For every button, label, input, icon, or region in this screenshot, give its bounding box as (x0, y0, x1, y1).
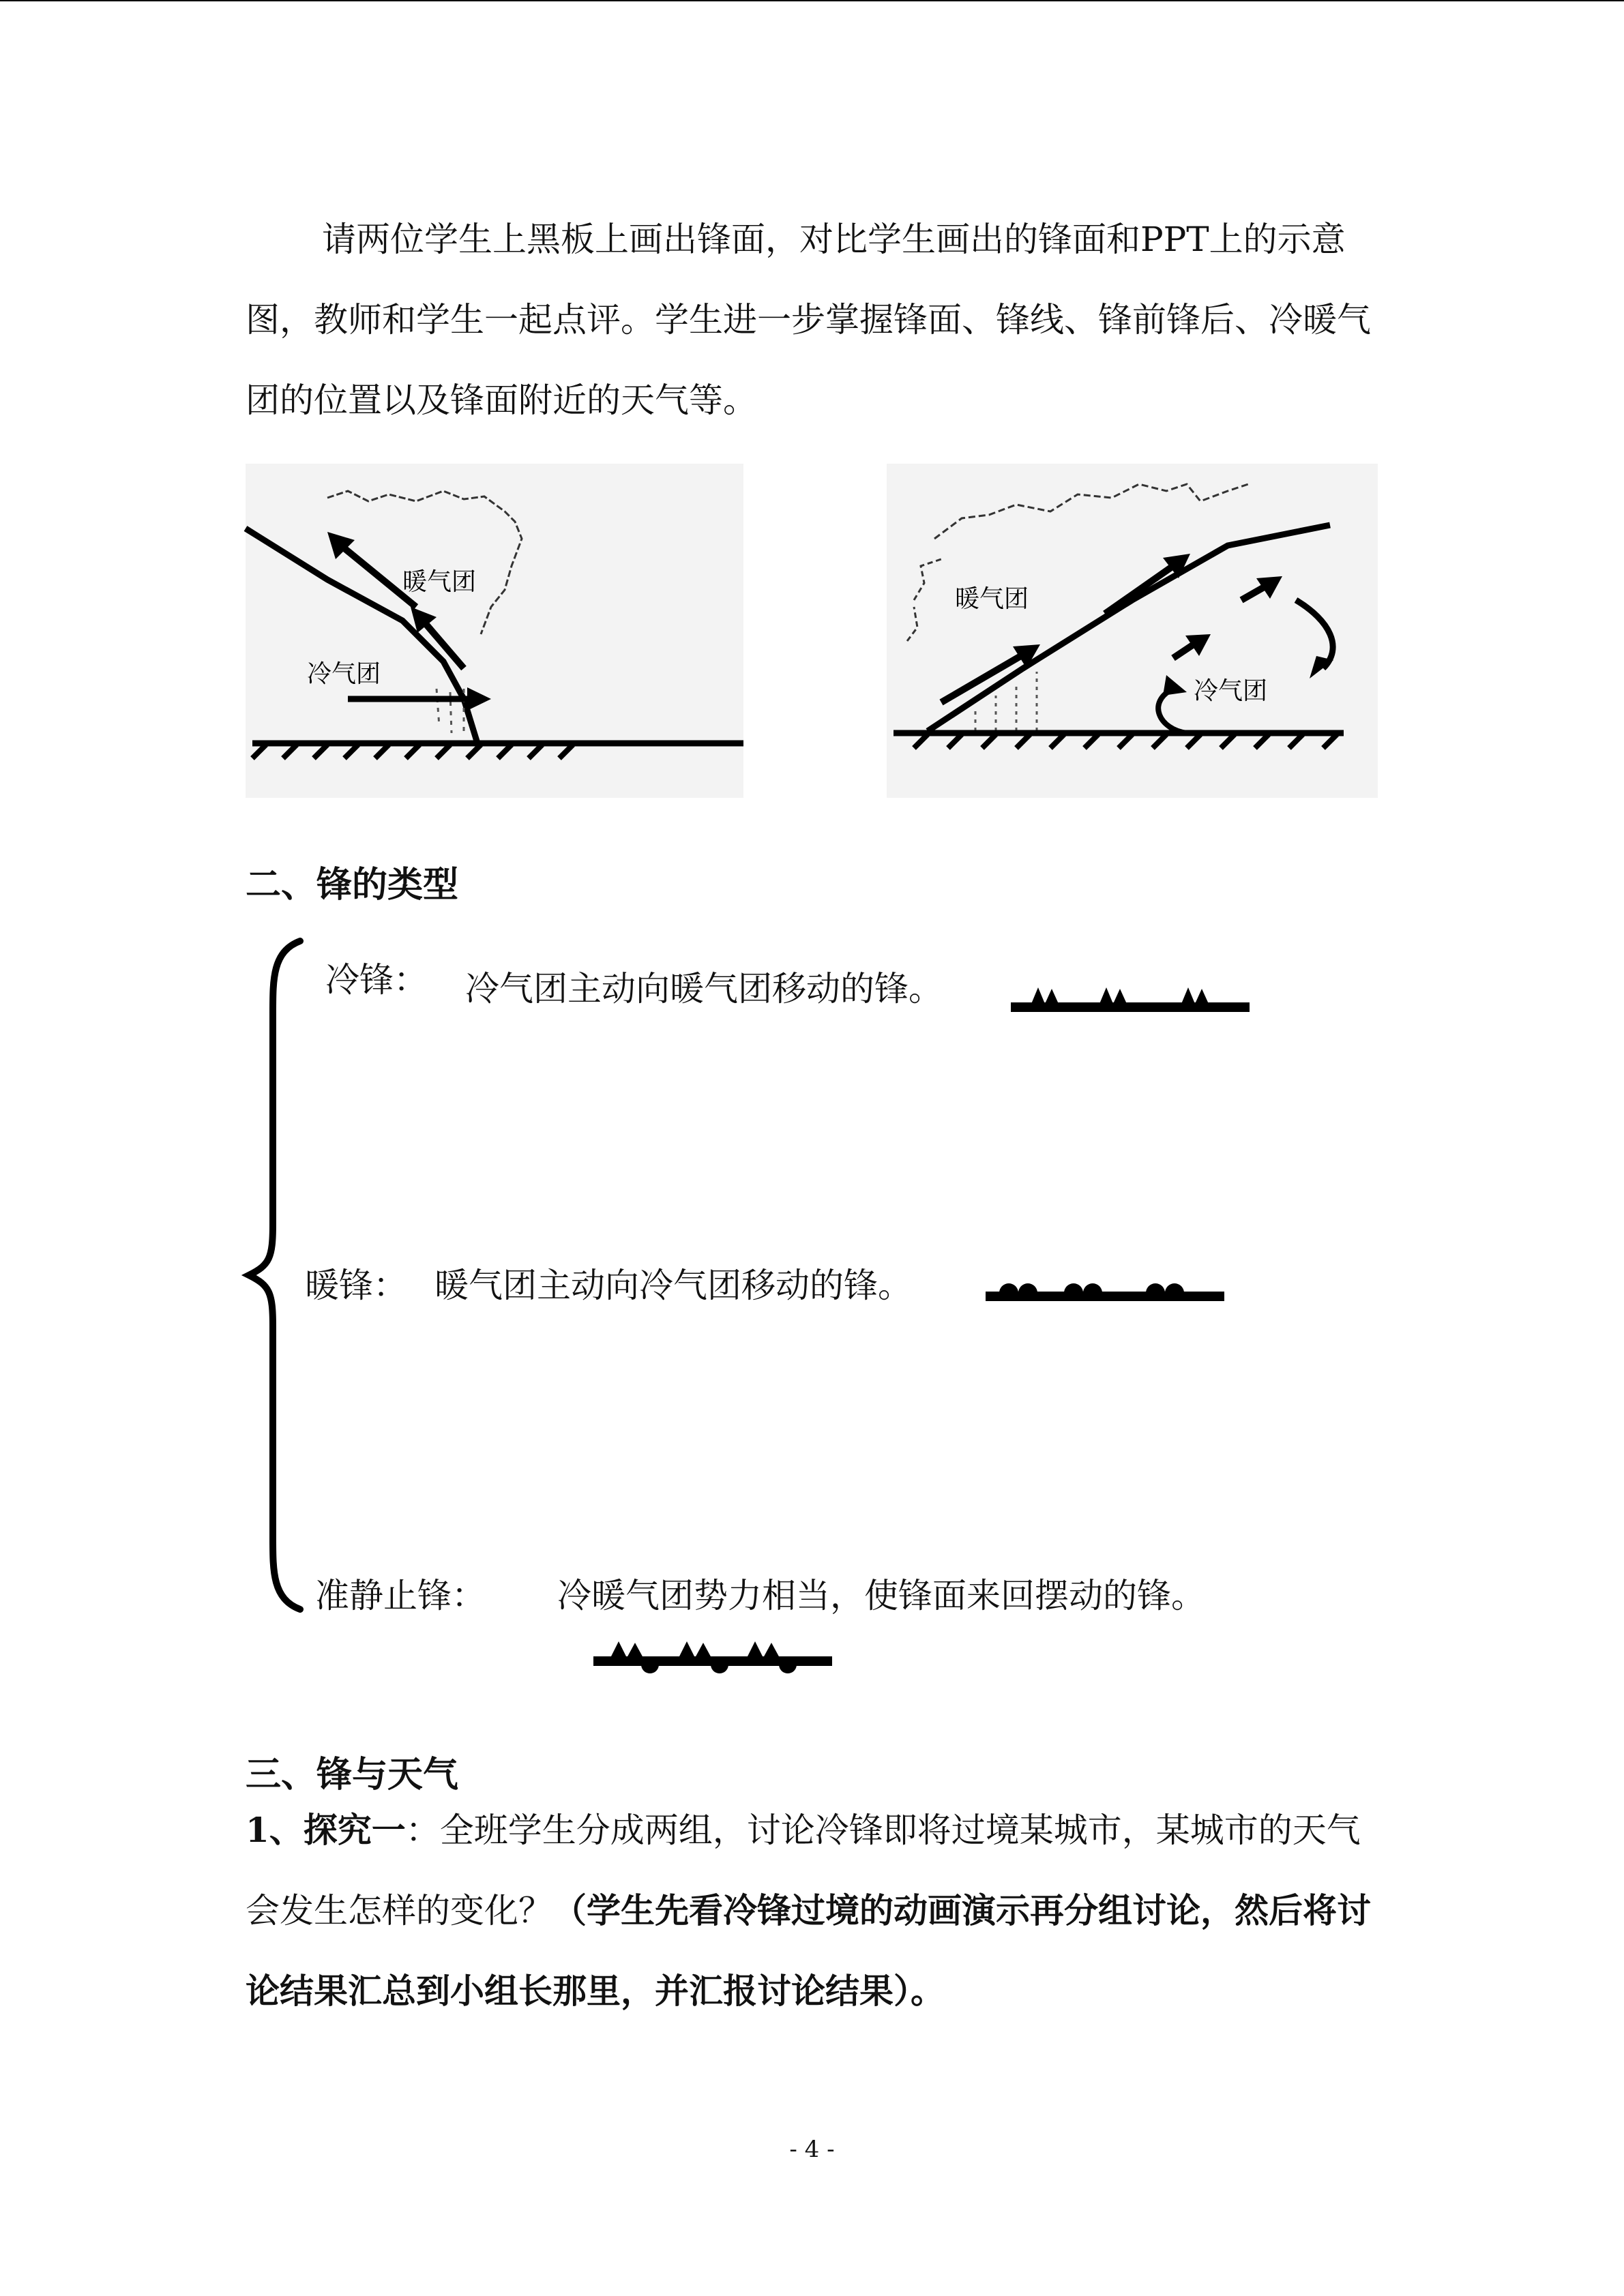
grouping-brace (242, 938, 307, 1613)
cold-front-symbol (1011, 982, 1250, 1016)
warm-front-symbol (986, 1275, 1224, 1306)
inquiry-body: ：全班学生分成两组，讨论冷锋即将过境某城市，某城市的天气会发生怎样的变化？ (246, 1810, 1361, 1930)
page-number: - 4 - (789, 2136, 835, 2163)
fig-right-warm-label: 暖气团 (955, 585, 1029, 613)
inquiry-note: （学生先看冷锋过境的动画演示再分组讨论，然后将讨论结果汇总到小组长那里，并汇报讨论结果）。 (246, 1890, 1371, 2011)
page-top-border (0, 0, 1624, 1)
cold-front-diagram (246, 464, 743, 798)
section3-title: 三、锋与天气 (246, 1754, 459, 1795)
warm-front-desc: 暖气团主动向冷气团移动的锋。 (434, 1266, 912, 1305)
cold-front-term: 冷锋： (325, 960, 428, 1000)
fig-left-cold-label: 冷气团 (307, 660, 381, 688)
warm-front-diagram (887, 464, 1378, 798)
stationary-front-term: 准静止锋： (315, 1576, 486, 1615)
fig-left-warm-label: 暖气团 (402, 568, 477, 596)
stationary-front-desc: 冷暖气团势力相当，使锋面来回摆动的锋。 (557, 1576, 1205, 1615)
stationary-front-symbol (593, 1640, 832, 1681)
inquiry-prefix: 1、探究一 (246, 1810, 406, 1850)
warm-front-term: 暖锋： (305, 1266, 407, 1305)
section2-title: 二、锋的类型 (246, 864, 459, 906)
intro-paragraph: 请两位学生上黑板上画出锋面，对比学生画出的锋面和PPT上的示意图，教师和学生一起点评。学生进一步掌握锋面、锋线、锋前锋后、冷暖气团的位置以及锋面附近的天气等。 (246, 220, 1371, 420)
fig-right-cold-label: 冷气团 (1194, 677, 1268, 705)
inquiry-paragraph (246, 1790, 1378, 2031)
cold-front-desc: 冷气团主动向暖气团移动的锋。 (465, 969, 943, 1009)
